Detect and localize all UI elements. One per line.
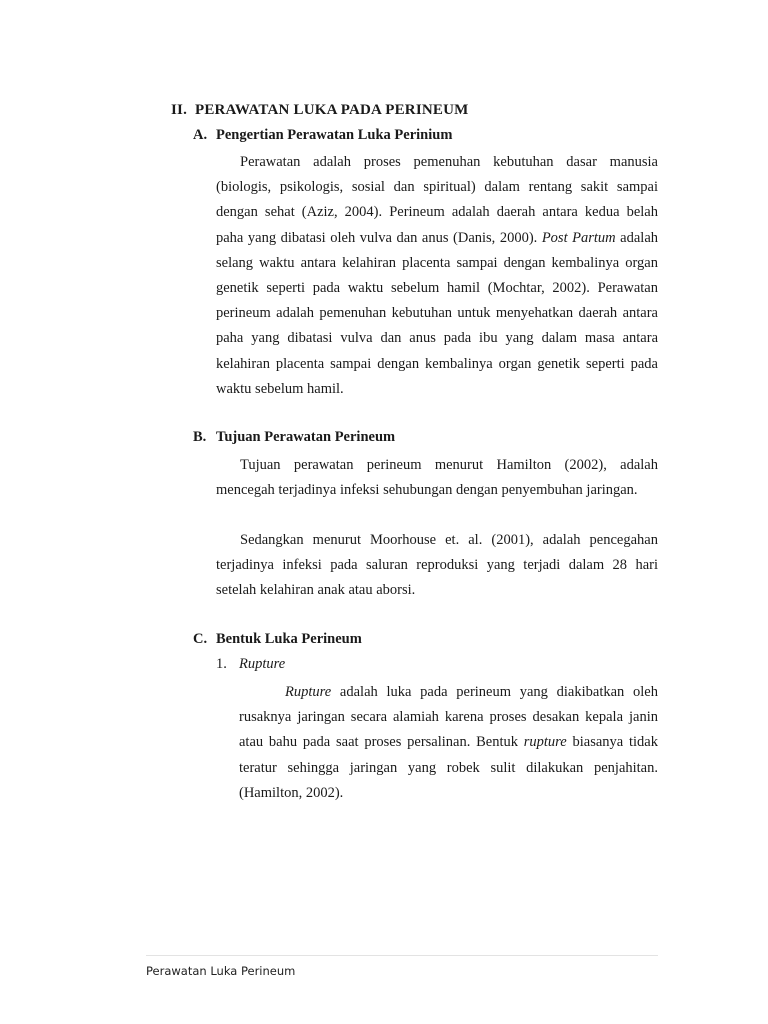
item-italic-term-2: rupture bbox=[523, 734, 567, 751]
section-b-paragraph-1: Tujuan perawatan perineum menurut Hamilton (2002), adalah mencegah terjadinya infeksi sehubungan dengan penyembuhan jaringan. bbox=[216, 457, 658, 499]
item-text-3: biasanya tidak teratur sehingga jaringan yang robek sulit dilakukan penjahitan. (Hamilton, 2002). bbox=[239, 734, 658, 801]
footer-divider bbox=[146, 955, 658, 956]
item-text-1: adalah luka pada perineum yang diakibatkan oleh rusaknya jaringan secara alamiah karena proses desakan kepala janin atau bahu pada saat proses persalinan. bbox=[239, 684, 658, 751]
section-c-item-1-paragraph bbox=[239, 680, 658, 806]
section-b-title: Tujuan Perawatan Perineum bbox=[216, 429, 396, 445]
section-b-paragraph-2: Sedangkan menurut Moorhouse et. al. (2001), adalah pencegahan terjadinya infeksi pada saluran reproduksi yang terjadi dalam 28 hari setelah kelahiran anak atau aborsi. bbox=[216, 532, 658, 599]
section-a-text-1: Perawatan adalah proses pemenuhan kebutuhan dasar manusia (biologis, psikologis, sosial dan spiritual) dalam rentang sakit sampai dengan sehat (Aziz, 2004). Perineum adalah daerah antara kedua belah paha yang dibatasi oleh vulva dan anus (Danis, 2000). bbox=[216, 154, 658, 246]
section-c-title: Bentuk Luka Perineum bbox=[216, 631, 362, 647]
section-a-italic-term: Post Partum bbox=[541, 229, 616, 246]
page-footer: Perawatan Luka Perineum bbox=[146, 964, 296, 978]
section-b-letter: B. bbox=[193, 429, 207, 445]
chapter-heading bbox=[171, 102, 468, 119]
section-a-paragraph bbox=[216, 150, 658, 402]
section-a-heading bbox=[193, 127, 452, 144]
item-text-2: Bentuk bbox=[470, 734, 524, 751]
section-b-heading bbox=[193, 429, 395, 446]
section-a-title: Pengertian Perawatan Luka Perinium bbox=[216, 127, 453, 143]
chapter-title: PERAWATAN LUKA PADA PERINEUM bbox=[194, 102, 469, 118]
section-c-heading bbox=[193, 631, 362, 648]
section-c-item-1-heading bbox=[216, 656, 285, 673]
chapter-number: II. bbox=[171, 102, 188, 118]
item-italic-term-1: Rupture bbox=[285, 684, 332, 700]
item-number: 1. bbox=[216, 656, 227, 672]
item-title: Rupture bbox=[239, 656, 286, 672]
section-c-letter: C. bbox=[193, 631, 208, 647]
section-a-text-2: adalah selang waktu antara kelahiran placenta sampai dengan kembalinya organ genetik seperti pada waktu sebelum hamil (Mochtar, 2002). Perawatan perineum adalah pemenuhan kebutuhan untuk menyehatkan daerah antara paha yang dibatasi vulva dan anus pada ibu yang dalam masa antara kelahiran placenta sampai dengan kembalinya organ genetik seperti pada waktu sebelum hamil. bbox=[216, 229, 659, 397]
section-a-letter: A. bbox=[193, 127, 208, 143]
